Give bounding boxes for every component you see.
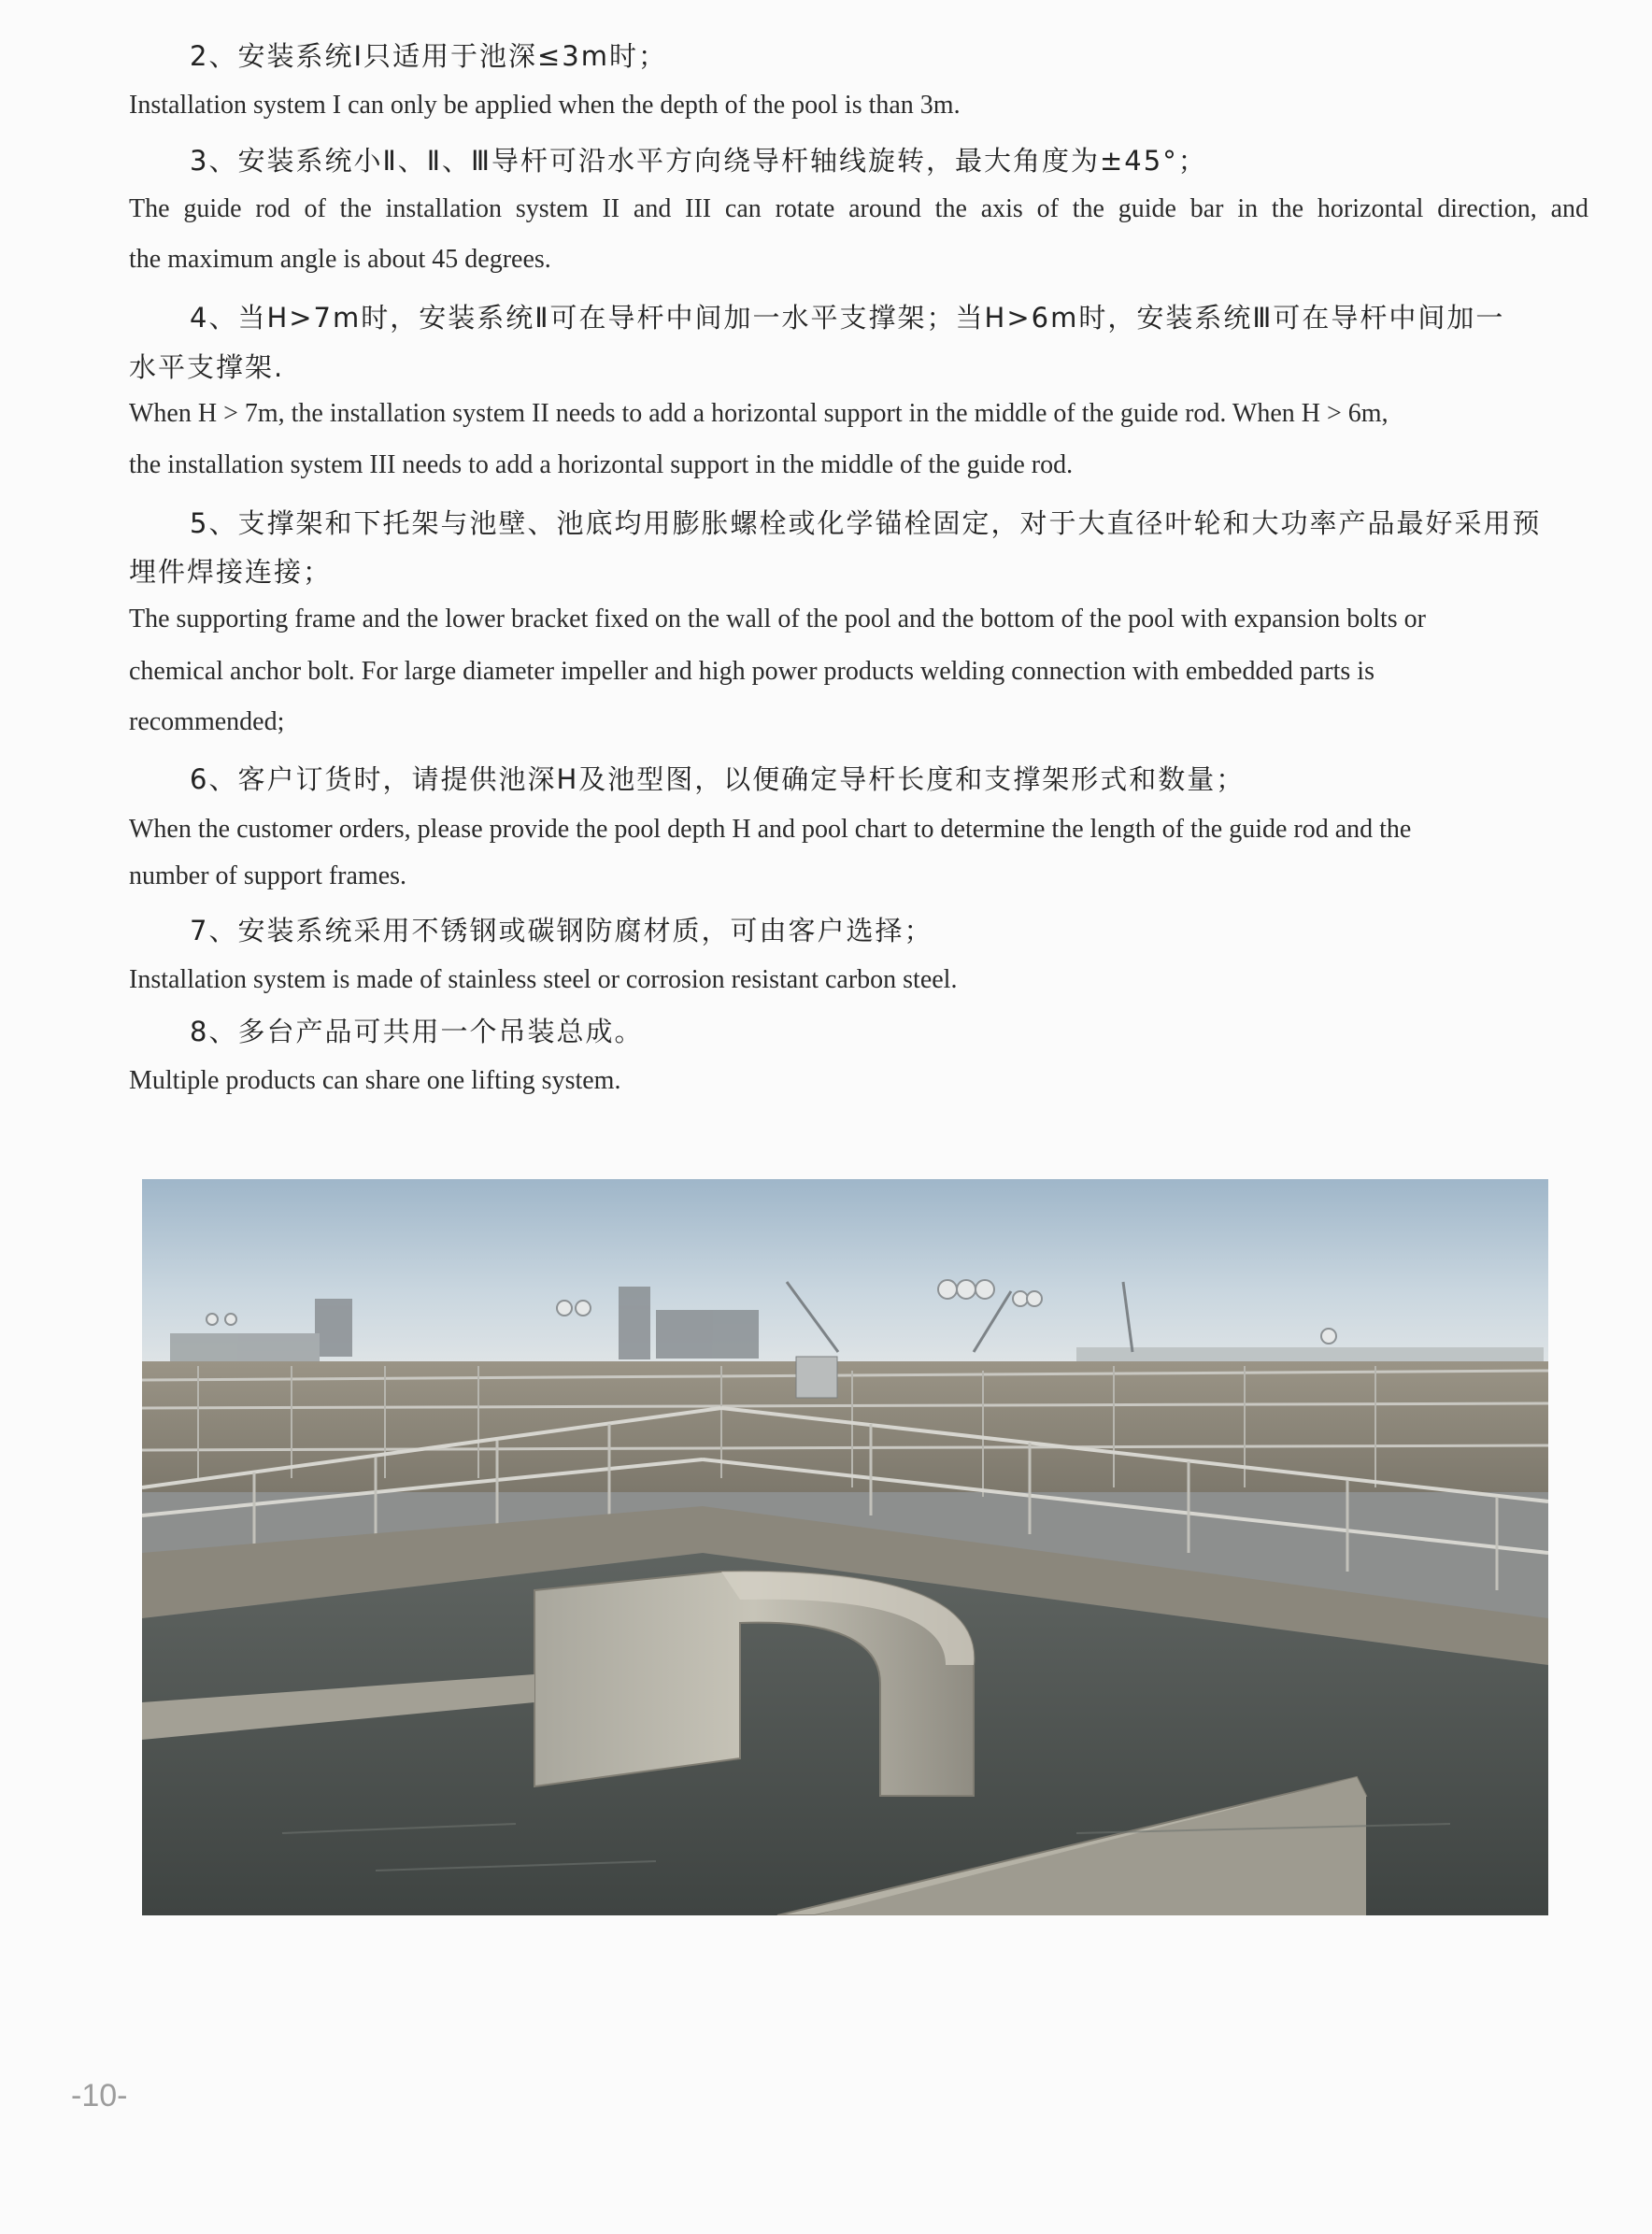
- note-4-en-line-2: the installation system III needs to add a horizontal support in the middle of the guide rod.: [129, 450, 1074, 479]
- note-7-zh: 7、安装系统采用不锈钢或碳钢防腐材质，可由客户选择；: [190, 915, 933, 946]
- note-6-en-line-2: number of support frames.: [129, 861, 407, 890]
- note-3-en-line-2: the maximum angle is about 45 degrees.: [129, 245, 551, 274]
- note-4-en-line-1: When H > 7m, the installation system II needs to add a horizontal support in the middle of the guide rod. When H > 6m,: [129, 399, 1389, 428]
- note-2-en: Installation system I can only be applied when the depth of the pool is than 3m.: [129, 91, 961, 120]
- note-6-en-line-1: When the customer orders, please provide the pool depth H and pool chart to determine the length of the guide rod and the: [129, 815, 1412, 844]
- note-7-en: Installation system is made of stainless steel or corrosion resistant carbon steel.: [129, 965, 958, 994]
- note-5-en-line-1: The supporting frame and the lower bracket fixed on the wall of the pool and the bottom of the pool with expansion bolts or: [129, 605, 1426, 633]
- note-5-en-line-2: chemical anchor bolt. For large diameter impeller and high power products welding connection with embedded parts is: [129, 657, 1374, 686]
- note-5-zh-line-1: 5、支撑架和下托架与池壁、池底均用膨胀螺栓或化学锚栓固定，对于大直径叶轮和大功率产品最好采用预: [190, 507, 1542, 539]
- note-2-zh: 2、安装系统Ⅰ只适用于池深≤3m时；: [190, 40, 668, 72]
- note-3-zh: 3、安装系统小Ⅱ、Ⅱ、Ⅲ导杆可沿水平方向绕导杆轴线旋转，最大角度为±45°；: [190, 145, 1207, 177]
- note-5-zh-line-2: 埋件焊接连接；: [129, 556, 333, 588]
- page-number: -10-: [71, 2078, 128, 2113]
- note-5-en-line-3: recommended;: [129, 707, 285, 736]
- treatment-pool-photo: [142, 1179, 1548, 1915]
- note-4-zh-line-2: 水平支撑架.: [129, 351, 285, 383]
- note-4-zh-line-1: 4、当H>7m时，安装系统Ⅱ可在导杆中间加一水平支撑架；当H>6m时，安装系统Ⅲ可在导杆中间加一: [190, 302, 1505, 334]
- treatment-pool-illustration: [142, 1179, 1548, 1915]
- note-6-zh: 6、客户订货时，请提供池深H及池型图，以便确定导杆长度和支撑架形式和数量；: [190, 763, 1246, 795]
- note-8-en: Multiple products can share one lifting system.: [129, 1066, 621, 1095]
- note-8-zh: 8、多台产品可共用一个吊装总成。: [190, 1016, 644, 1047]
- note-3-en-line-1: The guide rod of the installation system II and III can rotate around the axis of the guide bar in the horizontal direction, and: [129, 194, 1588, 223]
